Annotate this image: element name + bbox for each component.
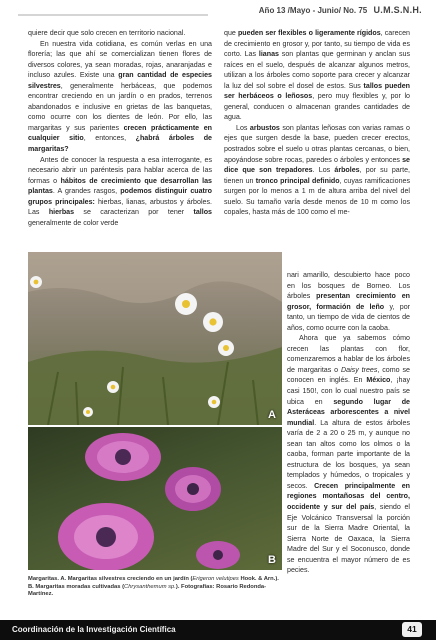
- footer-title: Coordinación de la Investigación Científica: [12, 625, 176, 634]
- page-footer: [0, 620, 436, 640]
- header-rule: [18, 14, 208, 16]
- purple-flower: [58, 503, 154, 570]
- paragraph: quiere decir que solo crecen en territorio nacional.: [28, 29, 186, 37]
- paragraph: Ahora que ya sabemos cómo crecen las plantas con flor, comenzaremos a hablar de los árboles de margaritas o Daisy trees, como se conocen en inglés. En México, ¡hay casi 150!, con lo cual nuestro país se ubica en segundo lugar de Asteráceas arborescentes a nivel mundial. La altura de estos árboles varía de 2 a 20 o 25 m, y aunque no sean tan altos como los olmos o la caoba, forman parte importante de la estructura de los bosques, ya sean templados y húmedos, o tropicales y secos. Crecen principalmente en regiones montañosas del centro, occidente y sur del país, siendo el Eje Volcánico Transversal la porción sur de la Sierra Madre Oriental, la Sierra Norte de Oaxaca, la Sierra Madre del Sur y el Soconusco, donde se encuentra el mayor número de es pecies.: [287, 334, 411, 575]
- daisy-flower: [208, 396, 220, 408]
- daisy-flower: [83, 407, 93, 417]
- purple-flower: [85, 433, 161, 481]
- daisy-flower: [30, 276, 42, 288]
- daisy-flower: [203, 312, 223, 332]
- left-column: [28, 28, 212, 228]
- right-column: [224, 28, 410, 218]
- figure-caption: Margaritas. A. Margaritas silvestres creciendo en un jardín (Erigeron velutipes Hook. & Arn.). B. Margaritas moradas cultivadas (Chrysanthemum sp.). Fotografías: Rosario Redonda-Martínez.: [28, 576, 279, 598]
- photo-purple-daisies: [28, 427, 282, 570]
- journal-name: U.M.S.N.H.: [373, 5, 422, 15]
- paragraph: Antes de conocer la respuesta a esa interrogante, es necesario abrir un paréntesis para hablar acerca de las formas o hábitos de crecimiento que desarrollan las plantas. A grandes rasgos, podemos distinguir cuatro grupos principales: hierbas, lianas, arbustos y árboles. Las hierbas se caracterizan por tener tallos generalmente de color verde: [28, 155, 212, 227]
- right-column-narrow: [287, 270, 410, 576]
- daisy-flower: [107, 381, 119, 393]
- purple-flower: [165, 467, 221, 511]
- purple-daisies-illustration: [28, 427, 282, 570]
- paragraph: que pueden ser flexibles o ligeramente rígidos, carecen de crecimiento en grosor y, por tanto, su tiempo de vida es corto. Las lianas son plantas que germinan y anclan sus raíces en el suelo, después de alcanzar algunos metros, utilizan a los árboles como soporte para crecer y alcanzar la luz del sol sobre el dosel de estos. Sus tallos pueden ser herbáceos o leñosos, pero muy flexibles y, por lo general, conducen o almacenan grandes cantidades de agua.: [224, 29, 410, 122]
- photo-label-b: B: [268, 554, 276, 566]
- paragraph: Los arbustos son plantas leñosas con varias ramas o ejes que surgen desde la base, pueden crecer erectos, postrados sobre el suelo u otras plantas cercanas, o bien, apoyándose sobre rocas, paredes o árboles y entonces se dice que son trepadores. Los árboles, por su parte, tienen un tronco principal definido, cuyas ramificaciones surgen por lo menos a 1 m de altura arriba del nivel del suelo. Su tamaño varía desde menos de 10 m como los copales, hasta más de 100 como el me-: [224, 123, 411, 217]
- paragraph: nari amarillo, descubierto hace poco en los bosques de Borneo. Los árboles presentan crecimiento en grosor, formación de leño y, por tanto, un tiempo de vida de cientos de años, como ocurre con la caoba.: [287, 271, 411, 332]
- page-header: [259, 5, 422, 15]
- purple-flower: [196, 541, 240, 569]
- paragraph: En nuestra vida cotidiana, es común verlas en una florería; las que ahí se comercializan tienen flores de diversos colores, ya sean moradas, rojas, anaranjadas e incluso azules. Existe una gran cantidad de especies silvestres, generalmente herbáceas, que podemos encontrar creciendo en un jardín o en prados, terrenos abandonados e inclusive en grietas de las banquetas, como ocurre con los dientes de león. Por ello, las margaritas y sus parientes crecen prácticamente en cualquier sitio, entonces, ¿habrá árboles de margaritas?: [28, 39, 212, 154]
- daisy-flower: [175, 293, 197, 315]
- wild-daisies-illustration: [28, 252, 282, 425]
- issue-info: Año 13 /Mayo - Junio/ No. 75: [258, 6, 368, 15]
- page-number: 41: [402, 622, 422, 637]
- figure: [28, 252, 282, 570]
- photo-label-a: A: [268, 409, 276, 421]
- photo-wild-daisies: [28, 252, 282, 425]
- daisy-flower: [218, 340, 234, 356]
